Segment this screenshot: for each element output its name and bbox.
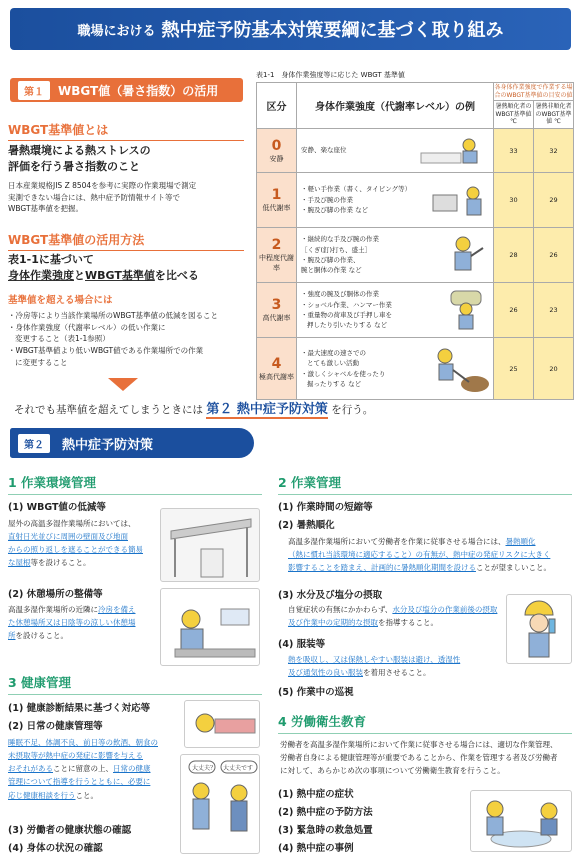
wbgt-about-body: 日本産業規格JIS Z 8504を参考に実際の作業現場で測定 実測できない場合には、熱中症予防情報サイト等で WBGT基準値を把握。 <box>8 181 197 214</box>
env-item-2-body: 高温多湿作業場所の近隣に冷房を備え た休憩場所又は日陰等の涼しい休憩場 所を設けること。 <box>8 605 136 641</box>
section1-title: WBGT値（暑さ指数）の活用 <box>58 83 219 98</box>
rest-area-illustration <box>160 588 260 666</box>
env-item-1: (1) WBGT値の低減等 <box>8 502 106 513</box>
speech-bubble-1: 大丈夫？ <box>192 765 217 772</box>
work-item-2: (2) 暑熱順化 <box>278 520 335 531</box>
table-caption: 表1-1 身体作業強度等に応じた WBGT 基準値 <box>256 71 405 79</box>
section2-number: 第２ <box>18 434 50 453</box>
env-heading: 1 作業環境管理 <box>8 473 262 495</box>
down-arrow-icon <box>108 378 138 391</box>
table-header-group: 各身体作業強度で作業する場合のWBGT基準値の目安の値 <box>494 83 573 99</box>
health-item-2-body: 睡眠不足、体調不良、前日等の飲酒、朝食の 未摂取等が熱中症の発症に影響を与える おそれがあることに留意の上、日常の健康 管理について指導を行うとともに、必要に 応じ健康相談を行うこと。 <box>8 738 158 800</box>
usage-heading: WBGT基準値の活用方法 <box>8 231 244 251</box>
page-banner <box>10 8 571 50</box>
health-item-4: (4) 身体の状況の確認 <box>8 843 103 854</box>
worker-hammering-illustration <box>439 234 489 278</box>
conclusion-emphasis: 第２ 熱中症予防対策 <box>206 402 328 417</box>
section2-title: 熱中症予防対策 <box>62 437 154 453</box>
section1-header <box>10 78 243 102</box>
work-item-1: (1) 作業時間の短縮等 <box>278 502 373 513</box>
table-row: 2 中程度代謝率 ・継続的な手及び腕の作業 ［くぎ(釘)打ち、盛土］ ・腕及び脚の作業、 腕と胴体の作業 など 28 26 <box>257 228 574 283</box>
edu-heading: 4 労働衛生教育 <box>278 712 572 734</box>
section1-number: 第１ <box>18 81 50 100</box>
table-row: 4 極高代謝率 ・最大速度の速さでの とても激しい活動 ・激しくシャベルを使ったり 掘ったりする など 25 20 <box>257 338 574 400</box>
work-heading: 2 作業管理 <box>278 473 572 495</box>
work-item-4-body: 熱を吸収し、又は保熱しやすい服装は避け、透湿性 及び通気性の良い服装を着用させること。 <box>288 655 461 678</box>
health-item-1: (1) 健康診断結果に基づく対応等 <box>8 703 151 714</box>
worker-carrying-illustration <box>443 287 489 333</box>
usage-lead: 表1-1に基づいて 身体作業強度とWBGT基準値を比べる <box>8 253 199 282</box>
worker-sitting-illustration <box>419 135 489 167</box>
edu-body: 労働者を高温多湿作業場所において作業に従事させる場合には、適切な作業管理、 労働者自身による健康管理等が重要であることから、作業を管理する者及び労働者 に対して、あらかじめ次の事項について労働衛生教育を行うこと。 <box>280 740 558 776</box>
table-row: 1 低代謝率 ・軽い手作業（書く、タイピング等） ・手及び腕の作業 ・腕及び脚の作業 など 30 29 <box>257 173 574 228</box>
exceed-list: ・冷房等により当該作業場所のWBGT基準値の低減を図ること ・身体作業強度（代謝率レベル）の低い作業に 変更すること（表1-1参照） ・WBGT基準値より低いWBGT値である作業場所での作業 に変更すること <box>8 311 219 367</box>
speech-bubble-2: 大丈夫です <box>223 765 254 772</box>
worker-shoveling-illustration <box>431 346 489 394</box>
table-row: 3 高代謝率 ・強度の腕及び胴体の作業 ・ショベル作業、ハンマー作業 ・重量物の荷車及び手押し車を 押したり引いたりする など 26 23 <box>257 283 574 338</box>
worker-typing-illustration <box>429 181 489 221</box>
sleeping-person-illustration <box>184 700 260 748</box>
table-header-level: 区分 <box>257 83 297 129</box>
edu-item-1: (1) 熱中症の症状 <box>278 789 354 800</box>
supervisor-check-illustration <box>180 754 260 854</box>
table-header-acclim: 暑熱順化者のWBGT基準値 ℃ <box>494 101 534 129</box>
wbgt-table <box>256 82 574 400</box>
work-item-4: (4) 服装等 <box>278 639 326 650</box>
env-item-2: (2) 休憩場所の整備等 <box>8 589 103 600</box>
env-item-1-body: 屋外の高温多湿作業場所においては、 直射日光並びに周囲の壁面及び地面 からの照り返しを遮ることができる簡易 な屋根等を設けること。 <box>8 519 143 568</box>
shade-roof-illustration <box>160 508 260 582</box>
section2-header <box>10 428 254 458</box>
edu-item-2: (2) 熱中症の予防方法 <box>278 807 373 818</box>
table-row: 0 安静 安静、楽な座位 33 32 <box>257 129 574 173</box>
work-item-3-body: 自覚症状の有無にかかわらず、水分及び塩分の作業前後の摂取 及び作業中の定期的な摂取を指導すること。 <box>288 605 498 628</box>
table-header-nonacclim: 暑熱非順化者のWBGT基準値 ℃ <box>534 101 574 129</box>
work-item-2-body: 高温多湿作業場所において労働者を作業に従事させる場合には、暑熱順化 （熱に慣れ当該環境に適応すること）の有無が、熱中症の発症リスクに大きく 影響することを踏まえ、計画的に暑熱順化期間を設けることが望ましいこと。 <box>288 537 551 573</box>
exceed-heading: 基準値を超える場合には <box>8 295 113 306</box>
banner-title: 熱中症予防基本対策要綱に基づく取り組み <box>161 20 504 41</box>
health-heading: 3 健康管理 <box>8 673 262 695</box>
wbgt-about-heading: WBGT基準値とは <box>8 121 244 141</box>
work-item-3: (3) 水分及び塩分の摂取 <box>278 590 383 601</box>
edu-item-4: (4) 熱中症の事例 <box>278 843 354 854</box>
banner-prefix: 職場における <box>77 23 156 39</box>
health-item-2: (2) 日常の健康管理等 <box>8 721 103 732</box>
conclusion-line: それでも基準値を超えてしまうときには 第２ 熱中症予防対策 を行う。 <box>14 402 374 417</box>
drinking-worker-illustration <box>506 594 572 664</box>
table-header-example: 身体作業強度（代謝率レベル）の例 <box>297 83 494 129</box>
wbgt-about-lead: 暑熱環境による熱ストレスの 評価を行う暑さ指数のこと <box>8 144 151 173</box>
first-aid-illustration <box>470 790 572 852</box>
health-item-3: (3) 労働者の健康状態の確認 <box>8 825 132 836</box>
edu-item-3: (3) 緊急時の救急処置 <box>278 825 373 836</box>
work-item-5: (5) 作業中の巡視 <box>278 687 354 698</box>
